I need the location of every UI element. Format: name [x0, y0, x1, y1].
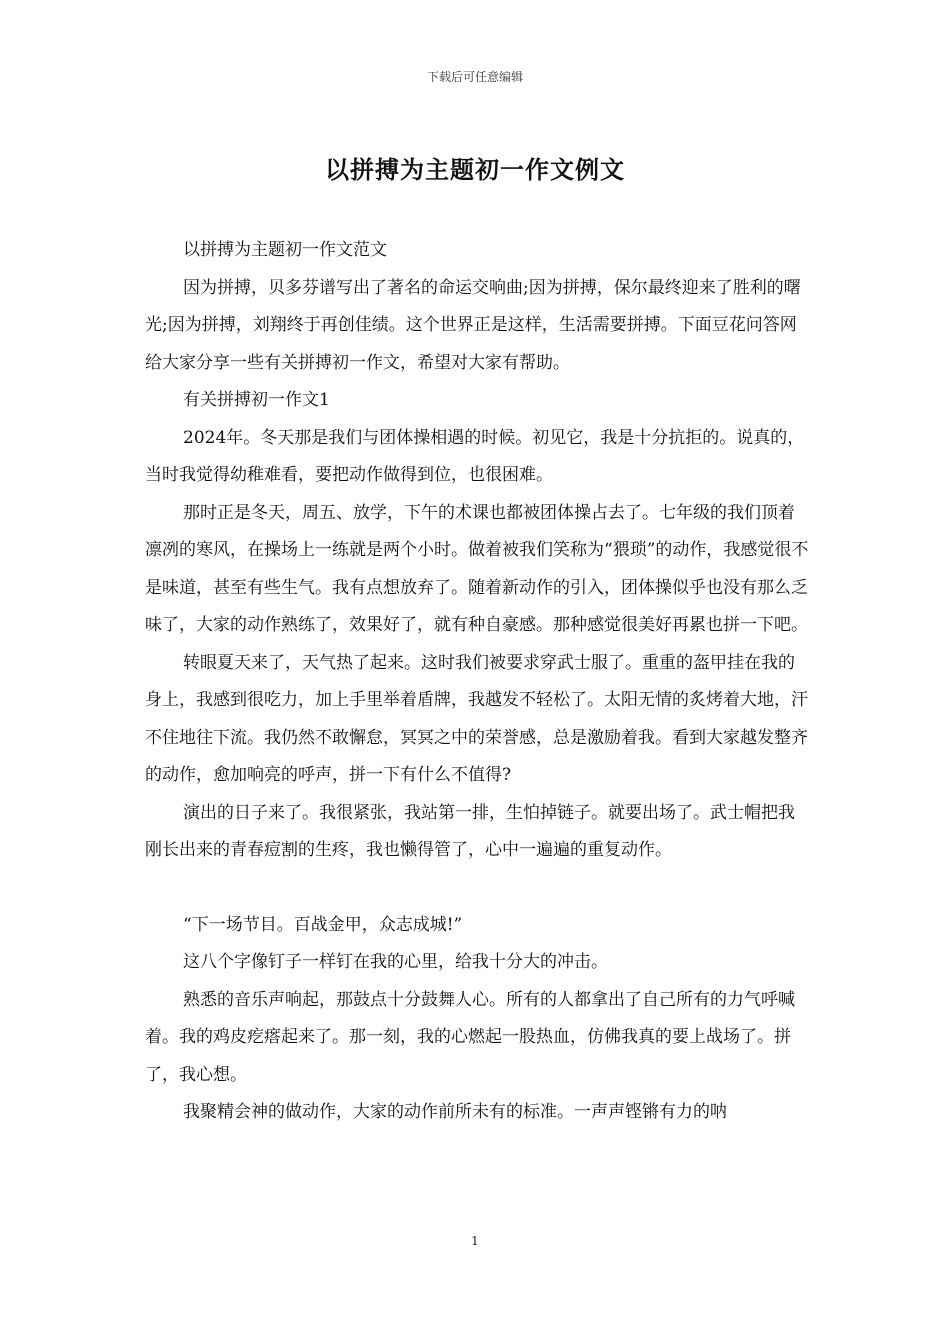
page-number: 1: [471, 1234, 479, 1248]
paragraph: 以拼搏为主题初一作文范文: [183, 240, 387, 260]
document-body: [145, 232, 809, 1132]
paragraph: 转眼夏天来了，天气热了起来。这时我们被要求穿武士服了。重重的盔甲挂在我的身上，我感到很吃力，加上手里举着盾牌，我越发不轻松了。太阳无情的炙烤着大地，汗不住地往下流。我仍然不敢懈怠，冥冥之中的荣誉感，总是激励着我。看到大家越发整齐的动作，愈加响亮的呼声，拼一下有什么不值得?: [145, 652, 808, 785]
paragraph: 这八个字像钉子一样钉在我的心里，给我十分大的冲击。: [183, 952, 608, 972]
page-header: 下载后可任意编辑: [426, 70, 523, 84]
paragraph: 那时正是冬天，周五、放学，下午的术课也都被团体操占去了。七年级的我们顶着凛冽的寒风，在操场上一练就是两个小时。做着被我们笑称为“猥琐”的动作，我感觉很不是味道，甚至有些生气。我有点想放弃了。随着新动作的引入，团体操似乎也没有那么乏味了，大家的动作熟练了，效果好了，就有种自豪感。那种感觉很美好再累也拼一下吧。: [145, 502, 809, 635]
paragraph: 因为拼搏，贝多芬谱写出了著名的命运交响曲;因为拼搏，保尔最终迎来了胜利的曙光;因为拼搏，刘翔终于再创佳绩。这个世界正是这样，生活需要拼搏。下面豆花问答网给大家分享一些有关拼搏初一作文，希望对大家有帮助。: [145, 277, 801, 373]
paragraph: 熟悉的音乐声响起，那鼓点十分鼓舞人心。所有的人都拿出了自己所有的力气呼喊着。我的鸡皮疙瘩起来了。那一刻，我的心燃起一股热血，仿佛我真的要上战场了。拼了，我心想。: [145, 989, 795, 1085]
paragraph: “下一场节目。百战金甲，众志成城!”: [183, 914, 463, 935]
paragraph: 我聚精会神的做动作，大家的动作前所未有的标准。一声声铿锵有力的呐: [183, 1102, 727, 1122]
paragraph: 有关拼搏初一作文1: [183, 390, 330, 410]
paragraph: 2024年。冬天那是我们与团体操相遇的时候。初见它，我是十分抗拒的。说真的，当时我觉得幼稚难看，要把动作做得到位，也很困难。: [145, 427, 805, 485]
paragraph-gap: [145, 870, 809, 907]
paragraph: 演出的日子来了。我很紧张，我站第一排，生怕掉链子。就要出场了。武士帽把我刚长出来的青春痘割的生疼，我也懒得管了，心中一遍遍的重复动作。: [145, 802, 795, 860]
document-title: 以拼搏为主题初一作文例文: [325, 155, 625, 184]
